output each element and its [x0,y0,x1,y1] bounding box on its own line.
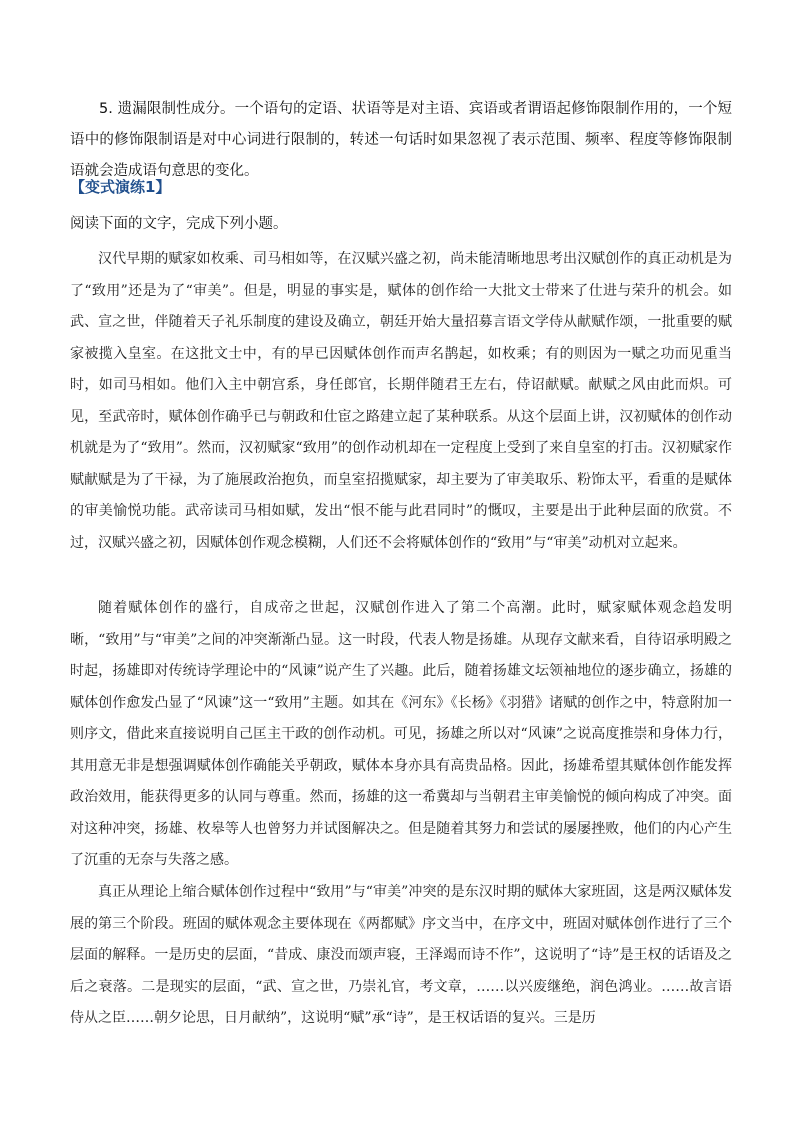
passage-paragraph-2: 随着赋体创作的盛行，自成帝之世起，汉赋创作进入了第二个高潮。此时，赋家赋体观念趋发明晰，“致用”与“审美”之间的冲突渐渐凸显。这一时段，代表人物是扬雄。从现存文献来看，自待诏承明殿之时起，扬雄即对传统诗学理论中的“风谏”说产生了兴趣。此后，随着扬雄文坛领袖地位的逐步确立，扬雄的赋体创作愈发凸显了“风谏”这一“致用”主题。如其在《河东》《长杨》《羽猎》诸赋的创作之中，特意附加一则序文，借此来直接说明自己匡主干政的创作动机。可见，扬雄之所以对“风谏”之说高度推崇和身体力行，其用意无非是想强调赋体创作确能关乎朝政，赋体本身亦具有高贵品格。因此，扬雄希望其赋体创作能发挥政治效用，能获得更多的认同与尊重。然而，扬雄的这一希冀却与当朝君主审美愉悦的倾向构成了冲突。面对这种冲突，扬雄、枚皋等人也曾努力并试图解决之。但是随着其努力和尝试的屡屡挫败，他们的内心产生了沉重的无奈与失落之感。 [70,600,732,868]
passage-paragraph-3: 真正从理论上缩合赋体创作过程中“致用”与“审美”冲突的是东汉时期的赋体大家班固，这是两汉赋体发展的第三个阶段。班固的赋体观念主要体现在《两都赋》序文当中，在序文中，班固对赋体创作进行了三个层面的解释。一是历史的层面，“昔成、康没而颂声寝，王泽竭而诗不作”，这说明了“诗”是王权的话语及之后之衰落。二是现实的层面，“武、宣之世，乃崇礼官，考文章，……以兴废继绝，润色鸿业。……故言语侍从之臣……朝夕论思，日月献纳”，这说明“赋”承“诗”，是王权话语的复兴。三是历 [70,884,732,1026]
instruction-text: 阅读下面的文字，完成下列小题。 [70,216,288,232]
passage-paragraph-1: 汉代早期的赋家如枚乘、司马相如等，在汉赋兴盛之初，尚未能清晰地思考出汉赋创作的真正动机是为了“致用”还是为了“审美”。但是，明显的事实是，赋体的创作给一大批文士带来了仕进与荣升的机会。如武、宣之世，伴随着天子礼乐制度的建设及确立，朝廷开始大量招募言语文学侍从献赋作颂，一批重要的赋家被揽入皇室。在这批文士中，有的早已因赋体创作而声名鹊起，如枚乘；有的则因为一赋之功而见重当时，如司马相如。他们入主中朝宫系，身任郎官，长期伴随君王左右，侍诏献赋。献赋之风由此而炽。可见，至武帝时，赋体创作确乎已与朝政和仕宦之路建立起了某种联系。从这个层面上讲，汉初赋体的创作动机就是为了“致用”。然而，汉初赋家“致用”的创作动机却在一定程度上受到了来自皇室的打击。汉初赋家作赋献赋是为了干禄，为了施展政治抱负，而皇室招揽赋家，却主要为了审美取乐、粉饰太平，看重的是赋体的审美愉悦功能。武帝读司马相如赋，发出“恨不能与此君同时”的慨叹，主要是出于此种层面的欣赏。不过，汉赋兴盛之初，因赋体创作观念模糊，人们还不会将赋体创作的“致用”与“审美”动机对立起来。 [70,251,732,551]
section-heading: 【变式演练1】 [70,178,171,196]
intro-paragraph: 5. 遗漏限制性成分。一个语句的定语、状语等是对主语、宾语或者谓语起修饰限制作用的，一个短语中的修饰限制语是对中心词进行限制的，转述一句话时如果忽视了表示范围、频率、程度等修饰限制语就会造成语句意思的变化。 [70,101,732,179]
